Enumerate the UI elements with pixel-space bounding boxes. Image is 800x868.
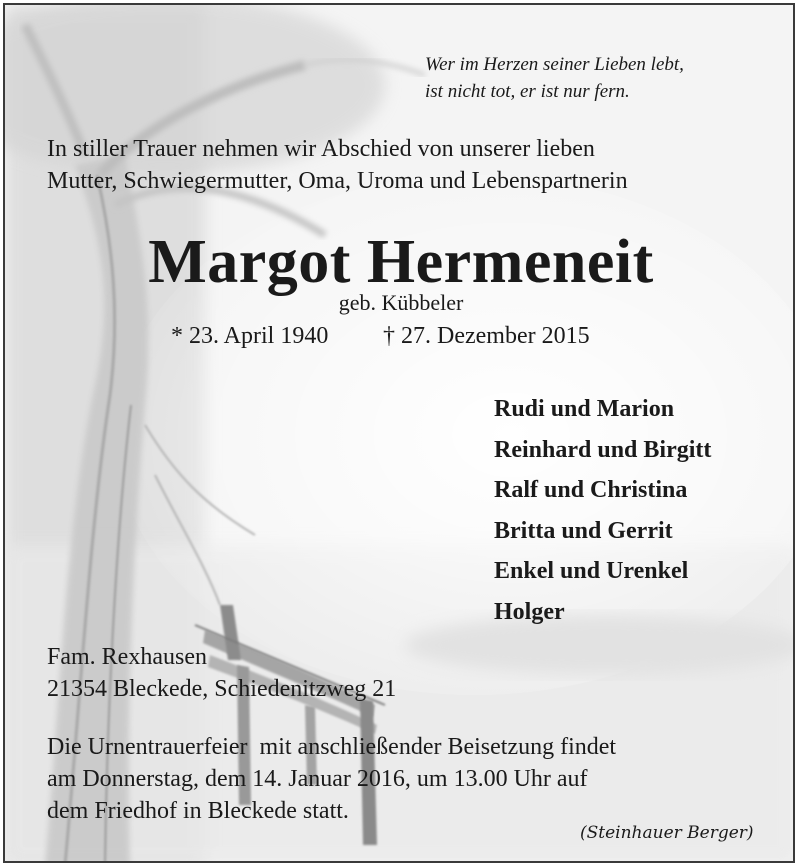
mourner-entry: Ralf und Christina — [494, 477, 688, 503]
service-line-3: dem Friedhof in Bleckede statt. — [47, 798, 349, 824]
service-line-1: Die Urnentrauerfeier mit anschließender Beisetzung findet — [47, 734, 617, 760]
address-line-1: Fam. Rexhausen — [47, 644, 207, 670]
service-line-2: am Donnerstag, dem 14. Januar 2016, um 13.00 Uhr auf — [47, 766, 588, 792]
birth-date: * 23. April 1940 — [171, 323, 329, 349]
mourner-entry: Britta und Gerrit — [494, 517, 673, 544]
quote-line-1: Wer im Herzen seiner Lieben lebt, — [425, 54, 684, 75]
mourner-entry: Rudi und Marion — [494, 396, 675, 422]
mourners-list — [494, 389, 711, 632]
family-address — [47, 641, 396, 705]
service-details — [47, 731, 616, 827]
intro-line-2: Mutter, Schwiegermutter, Oma, Uroma und Lebenspartnerin — [47, 168, 628, 194]
death-date: † 27. Dezember 2015 — [383, 323, 590, 349]
birth-name: geb. Kübbeler — [338, 290, 464, 315]
quote-line-2: ist nicht tot, er ist nur fern. — [425, 81, 630, 102]
intro-line-1: In stiller Trauer nehmen wir Abschied von unserer lieben — [47, 136, 595, 162]
intro-text — [47, 133, 628, 197]
obituary-card — [3, 3, 795, 863]
mourner-entry: Holger — [494, 598, 565, 625]
mourner-entry: Reinhard und Birgitt — [494, 436, 712, 463]
stonemason-signature: (Steinhauer Berger) — [580, 823, 754, 843]
memorial-quote — [425, 51, 684, 105]
mourner-entry: Enkel und Urenkel — [494, 558, 689, 584]
address-line-2: 21354 Bleckede, Schiedenitzweg 21 — [47, 676, 397, 702]
deceased-name: Margot Hermeneit — [148, 228, 654, 296]
